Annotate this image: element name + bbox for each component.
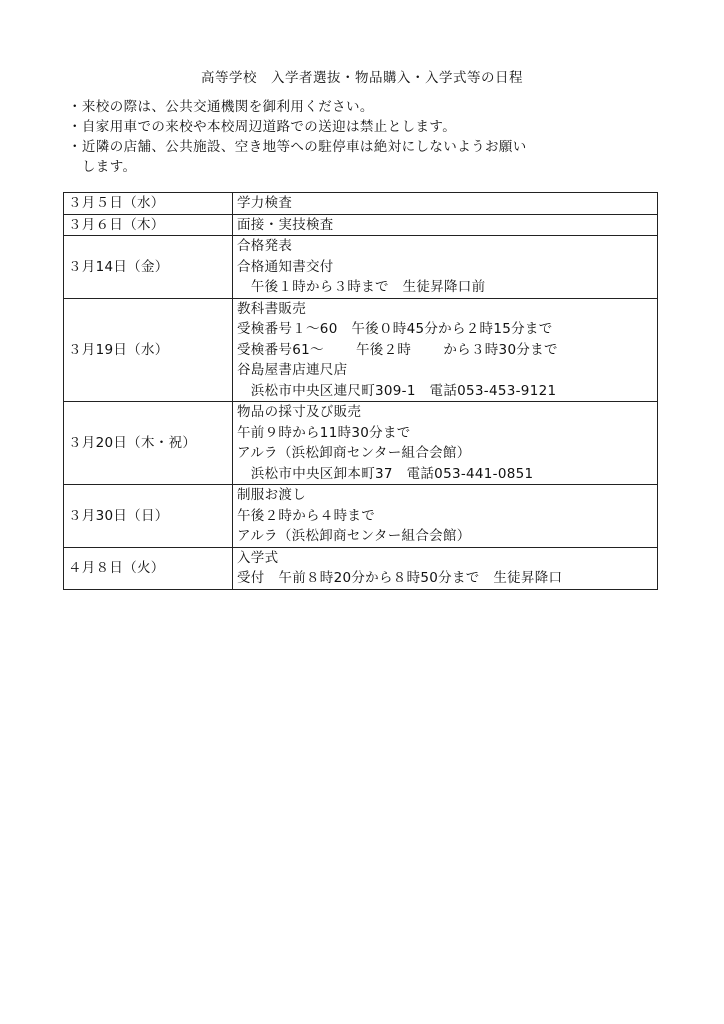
detail-line: 浜松市中央区連尺町309-1 電話053-453-9121 bbox=[237, 382, 557, 399]
schedule-details bbox=[233, 236, 658, 299]
table-row bbox=[64, 547, 658, 589]
detail-line: 浜松市中央区卸本町37 電話053-441-0851 bbox=[237, 465, 534, 482]
detail-line: 受付 午前８時20分から８時50分まで 生徒昇降口 bbox=[237, 570, 563, 586]
schedule-details bbox=[233, 547, 658, 589]
notice-list bbox=[68, 97, 668, 177]
detail-line: 受検番号61～ 午後２時 から３時30分まで bbox=[237, 341, 558, 358]
table-row bbox=[64, 236, 658, 299]
schedule-details bbox=[233, 298, 658, 402]
detail-line: アルラ（浜松卸商センター組合会館） bbox=[237, 528, 471, 544]
detail-line: 学力検査 bbox=[237, 195, 293, 211]
detail-line: 入学式 bbox=[237, 549, 279, 566]
schedule-date: ３月６日（木） bbox=[64, 214, 233, 236]
detail-line: 谷島屋書店連尺店 bbox=[237, 362, 348, 378]
detail-line: 制服お渡し bbox=[237, 487, 306, 503]
detail-line: 面接・実技検査 bbox=[237, 216, 334, 233]
notice-item: します。 bbox=[68, 159, 137, 175]
detail-line: 午後１時から３時まで 生徒昇降口前 bbox=[237, 279, 486, 295]
schedule-details bbox=[233, 485, 658, 548]
detail-line: 午後２時から４時まで bbox=[237, 507, 375, 524]
table-row bbox=[64, 298, 658, 402]
schedule-date: ３月５日（水） bbox=[64, 193, 233, 215]
schedule-date: ３月30日（日） bbox=[64, 485, 233, 548]
table-row bbox=[64, 193, 658, 215]
detail-line: 物品の採寸及び販売 bbox=[237, 404, 362, 420]
detail-line: アルラ（浜松卸商センター組合会館） bbox=[237, 445, 471, 461]
document-title: 高等学校 入学者選抜・物品購入・入学式等の日程 bbox=[201, 70, 523, 86]
notice-item: ・自家用車での来校や本校周辺道路での送迎は禁止とします。 bbox=[68, 119, 457, 135]
schedule-details bbox=[233, 214, 658, 236]
table-row bbox=[64, 214, 658, 236]
detail-line: 合格通知書交付 bbox=[237, 258, 334, 275]
detail-line: 教科書販売 bbox=[237, 300, 306, 317]
detail-line: 受検番号１～60 午後０時45分から２時15分まで bbox=[237, 321, 553, 337]
detail-line: 午前９時から11時30分まで bbox=[237, 424, 411, 441]
schedule-date: ３月20日（木・祝） bbox=[64, 402, 233, 485]
schedule-date: ３月14日（金） bbox=[64, 236, 233, 299]
table-row bbox=[64, 402, 658, 485]
notice-item: ・近隣の店舗、公共施設、空き地等への駐停車は絶対にしないようお願い bbox=[68, 139, 527, 155]
detail-line: 合格発表 bbox=[237, 238, 293, 254]
schedule-date: ３月19日（水） bbox=[64, 298, 233, 402]
schedule-table bbox=[63, 192, 658, 590]
notice-item: ・来校の際は、公共交通機関を御利用ください。 bbox=[68, 99, 374, 115]
schedule-date: ４月８日（火） bbox=[64, 547, 233, 589]
table-row bbox=[64, 485, 658, 548]
schedule-details bbox=[233, 402, 658, 485]
schedule-details bbox=[233, 193, 658, 215]
